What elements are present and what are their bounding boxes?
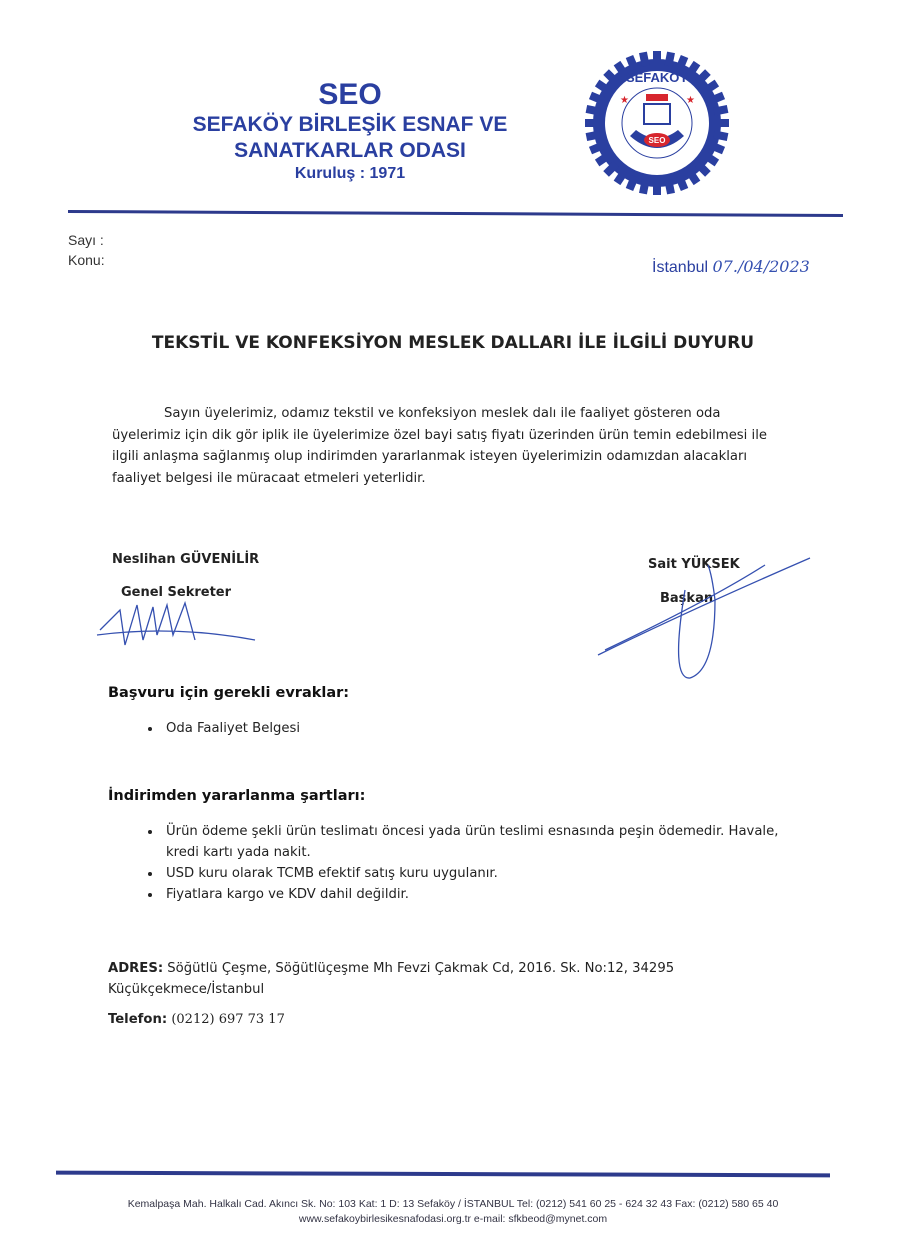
phone-value: (0212) 697 73 17: [171, 1012, 285, 1027]
header-divider: [68, 210, 843, 217]
footer-divider: [56, 1171, 830, 1178]
phone: [108, 1012, 285, 1027]
signer-left-name: Neslihan GÜVENİLİR: [112, 552, 260, 567]
signer-left-role: Genel Sekreter: [121, 585, 232, 600]
address: [108, 958, 708, 1000]
signer-right-role: Başkan: [660, 591, 714, 606]
gear-tooth: [715, 119, 729, 127]
gear-tooth: [653, 181, 661, 195]
signer-right-name: Sait YÜKSEK: [648, 557, 740, 572]
signature-right: [590, 550, 820, 685]
handwritten-date: 07./04/2023: [712, 257, 810, 276]
conditions-heading: İndirimden yararlanma şartları:: [108, 788, 366, 804]
svg-text:★: ★: [686, 95, 695, 106]
svg-text:SEFAKÖY: SEFAKÖY: [625, 70, 689, 85]
org-seal-logo: [582, 48, 732, 198]
city: İstanbul: [652, 259, 709, 276]
footer: [40, 1197, 866, 1227]
requirements-heading: Başvuru için gerekli evraklar:: [108, 685, 350, 701]
signature-left: [95, 595, 260, 655]
address-label: ADRES:: [108, 961, 164, 976]
svg-text:SEO: SEO: [648, 136, 666, 145]
date-line: [652, 257, 810, 277]
body-paragraph: Sayın üyelerimiz, odamız tekstil ve konfeksiyon meslek dalı ile faaliyet gösteren oda üyelerimiz için dik gör iplik ile üyelerimize özel bayi satış fiyatı üzerinden ürün temin edebilmesi ile ilgili anlaşma sağlanmış olup indirimden yararlanmak isteyen üyelerimizin odamızdan alacakları faaliyet belgesi ile müracaat etmeleri yeterlidir.: [112, 406, 767, 486]
konu-label: Konu:: [68, 252, 105, 268]
letterhead: [150, 78, 550, 184]
gear-tooth: [653, 51, 661, 65]
org-abbr: SEO: [318, 78, 382, 111]
list-item: • Oda Faaliyet Belgesi: [162, 718, 802, 739]
list-item: • Ürün ödeme şekli ürün teslimatı öncesi yada ürün teslimi esnasında peşin ödemedir. Havale, kredi kartı yada nakit.: [162, 821, 802, 863]
gear-tooth: [585, 119, 599, 127]
address-value: Söğütlü Çeşme, Söğütlüçeşme Mh Fevzi Çakmak Cd, 2016. Sk. No:12, 34295 Küçükçekmece/İstanbul: [108, 961, 675, 997]
phone-label: Telefon:: [108, 1012, 168, 1027]
list-item: • Fiyatlara kargo ve KDV dahil değildir.: [162, 884, 802, 905]
conditions-list: [108, 821, 802, 905]
org-name-line1: SEFAKÖY BİRLEŞİK ESNAF VE: [192, 113, 508, 136]
document-title: TEKSTİL VE KONFEKSİYON MESLEK DALLARI İLE İLGİLİ DUYURU: [151, 333, 755, 353]
org-name-line2: SANATKARLAR ODASI: [234, 139, 466, 162]
founded: Kuruluş : 1971: [294, 165, 406, 182]
svg-text:★: ★: [620, 95, 629, 106]
sayi-label: Sayı :: [68, 232, 104, 248]
list-item: • USD kuru olarak TCMB efektif satış kuru uygulanır.: [162, 863, 802, 884]
footer-address: Kemalpaşa Mah. Halkalı Cad. Akıncı Sk. No: 103 Kat: 1 D: 13 Sefaköy / İSTANBUL Tel: (0212) 541 60 25 - 624 32 43 Fax: (0212) 580 65 40: [127, 1198, 779, 1210]
requirements-list: [108, 718, 802, 739]
footer-contact: www.sefakoybirlesikesnafodasi.org.tr e-mail: sfkbeod@mynet.com: [298, 1213, 608, 1225]
